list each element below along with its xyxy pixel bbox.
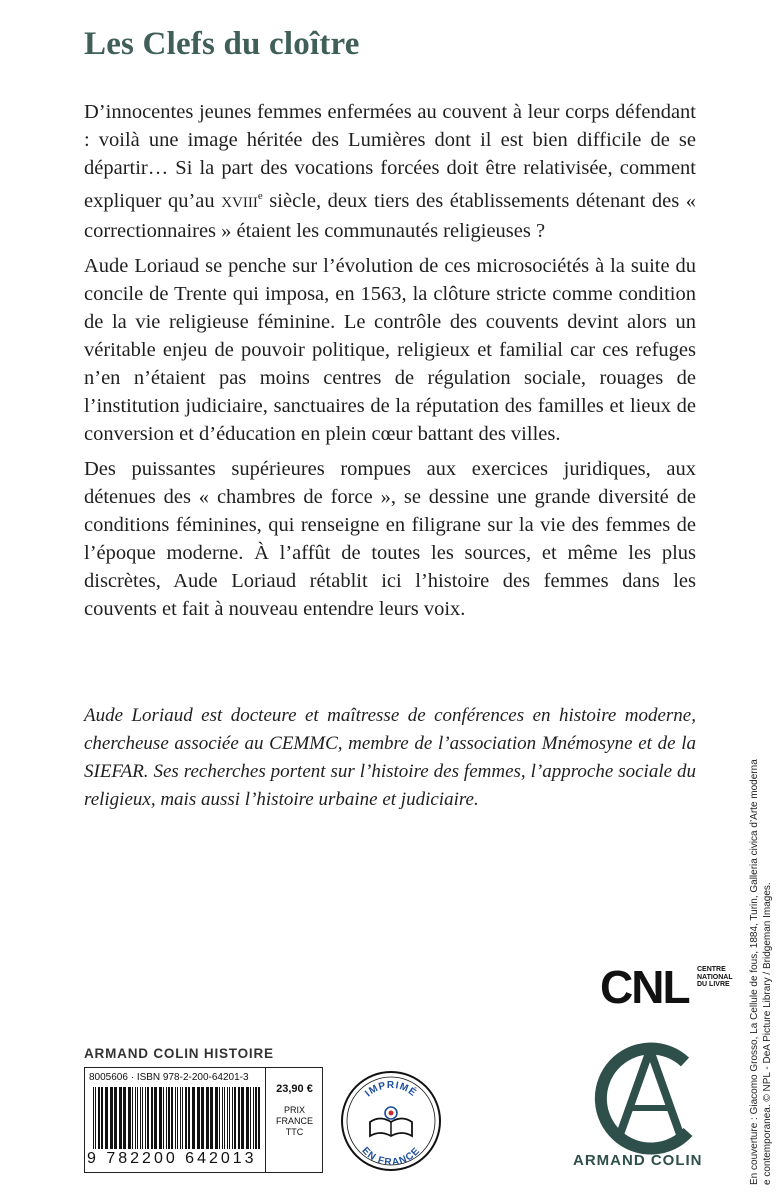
barcode-bar <box>246 1087 249 1149</box>
summary-paragraph-1 <box>84 98 696 245</box>
barcode-bar <box>192 1087 195 1149</box>
price-label-3: TTC <box>285 1127 304 1137</box>
barcode-bar <box>197 1087 200 1149</box>
book-title: Les Clefs du cloître <box>84 26 360 62</box>
back-cover-summary <box>84 98 696 630</box>
barcode-bar <box>101 1087 103 1149</box>
barcode-bar <box>168 1087 170 1149</box>
barcode-bar <box>224 1087 225 1149</box>
barcode-bar <box>132 1087 133 1149</box>
cnl-line-1: CENTRE <box>697 966 726 973</box>
barcode-digits: 9 782200 642013 <box>87 1150 257 1167</box>
cover-credits-line-1: En couverture : Giacomo Grosso, La Cellule de fous, 1884, Turin, Galleria civica d’Arte moderna <box>749 759 760 1185</box>
publisher-name: ARMAND COLIN <box>573 1152 703 1169</box>
barcode-bar <box>241 1087 244 1149</box>
century-superscript: e <box>257 190 263 202</box>
barcode-bar <box>95 1087 96 1149</box>
cnl-logo <box>600 960 733 1020</box>
price-label <box>266 1105 323 1138</box>
barcode-bar <box>250 1087 251 1149</box>
barcode-bar <box>222 1087 223 1149</box>
barcode-bar <box>119 1087 122 1149</box>
collection-name: ARMAND COLIN HISTOIRE <box>84 1046 274 1061</box>
imprime-en-france-seal <box>340 1070 442 1172</box>
isbn-line: 8005606 · ISBN 978-2-200-64201-3 <box>89 1072 249 1083</box>
summary-paragraph-1-end: siècle, deux tiers des établissements détenant des « correctionnaires » étaient les communautés religieuses ? <box>84 189 696 242</box>
seal-top-text: IMPRIMÉ <box>363 1080 419 1100</box>
barcode-bar <box>182 1087 183 1149</box>
barcode-bar <box>206 1087 209 1149</box>
barcode-bar <box>232 1087 233 1149</box>
barcode-block <box>84 1067 323 1173</box>
barcode-bar <box>128 1087 131 1149</box>
cover-credits-line-2: e contemporanea. © NPL - DeA Picture Library / Bridgeman Images. <box>762 882 773 1185</box>
barcode-bar <box>210 1087 213 1149</box>
armand-colin-logo-icon <box>590 1040 710 1155</box>
barcode-bar <box>185 1087 187 1149</box>
barcode-bar <box>159 1087 162 1149</box>
summary-paragraph-3: Des puissantes supérieures rompues aux exercices juridiques, aux détenues des « chambres de force », se dessine une grande diversité de conditions féminines, qui renseigne en filigrane sur la vie des femmes de l’époque moderne. À l’affût de toutes les sources, et même les plus discrètes, Aude Loriaud rétablit ici l’histoire des femmes dans les couvents et fait à nouveau entendre leurs voix. <box>84 457 696 620</box>
barcode-bar <box>151 1087 153 1149</box>
barcode-bar <box>110 1087 113 1149</box>
barcode-bar <box>255 1087 257 1149</box>
barcode-bar <box>154 1087 157 1149</box>
barcode-bar <box>234 1087 236 1149</box>
price-box <box>265 1068 323 1172</box>
author-bio: Aude Loriaud est docteure et maîtresse de conférences en histoire moderne, chercheuse associée au CEMMC, membre de l’association Mnémosyne et de la SIEFAR. Ses recherches portent sur l’histoire des femmes, l’approche sociale du religieux, mais aussi l’histoire urbaine et judiciaire. <box>84 705 696 810</box>
barcode-bar <box>175 1087 176 1149</box>
barcode-bar <box>140 1087 141 1149</box>
cnl-line-3: DU LIVRE <box>697 981 730 988</box>
summary-paragraph-1-start: D’innocentes jeunes femmes enfermées au couvent à leur corps défendant : voilà une image héritée des Lumières dont il est bien difficile de se départir… Si la part des vocations forcées doit être relativisée, comment expliquer qu’au <box>84 101 696 212</box>
barcode-bar <box>105 1087 108 1149</box>
price-label-2: FRANCE <box>275 1116 313 1126</box>
barcode-bar <box>177 1087 178 1149</box>
barcode-bar <box>145 1087 146 1149</box>
barcode-bar <box>137 1087 138 1149</box>
barcode-bar <box>114 1087 117 1149</box>
barcode-bar <box>98 1087 100 1149</box>
barcode-bar <box>171 1087 173 1149</box>
barcode-bar <box>253 1087 254 1149</box>
barcode-bar <box>215 1087 218 1149</box>
seal-bottom-text: EN FRANCE <box>359 1145 423 1169</box>
barcode-bar <box>163 1087 164 1149</box>
barcode-bar <box>201 1087 204 1149</box>
barcode-bar <box>180 1087 181 1149</box>
barcode-bar <box>166 1087 167 1149</box>
barcode-bar <box>93 1087 94 1149</box>
price: 23,90 € <box>276 1083 313 1095</box>
barcode-bar <box>123 1087 126 1149</box>
barcode-bar <box>142 1087 143 1149</box>
barcode-bar <box>135 1087 136 1149</box>
barcode-bar <box>188 1087 190 1149</box>
cnl-logo-letters: CNL <box>600 961 689 1013</box>
cnl-logo-subtitle <box>697 966 733 989</box>
cnl-line-2: NATIONAL <box>697 973 733 981</box>
price-label-1: PRIX <box>283 1105 305 1115</box>
barcode-bar <box>219 1087 220 1149</box>
century-numeral: XVIII <box>221 194 258 211</box>
barcode-bar <box>258 1087 260 1149</box>
barcode-bar <box>238 1087 240 1149</box>
barcode-bars <box>91 1087 261 1149</box>
barcode-bar <box>227 1087 228 1149</box>
barcode-bar <box>229 1087 230 1149</box>
summary-paragraph-2: Aude Loriaud se penche sur l’évolution de ces microsociétés à la suite du concile de Trente qui imposa, en 1563, la clôture stricte comme condition de la vie religieuse féminine. Le contrôle des couvents devint alors un véritable enjeu de pouvoir politique, religieux et familial car ces refuges n’en n’étaient pas moins centres de régulation sociale, rouages de l’institution judiciaire, sanctuaires de la réputation des familles et lieux de conversion et d’éducation en plein cœur battant des villes. <box>84 254 696 445</box>
cover-credits <box>748 745 774 1185</box>
barcode-bar <box>147 1087 149 1149</box>
